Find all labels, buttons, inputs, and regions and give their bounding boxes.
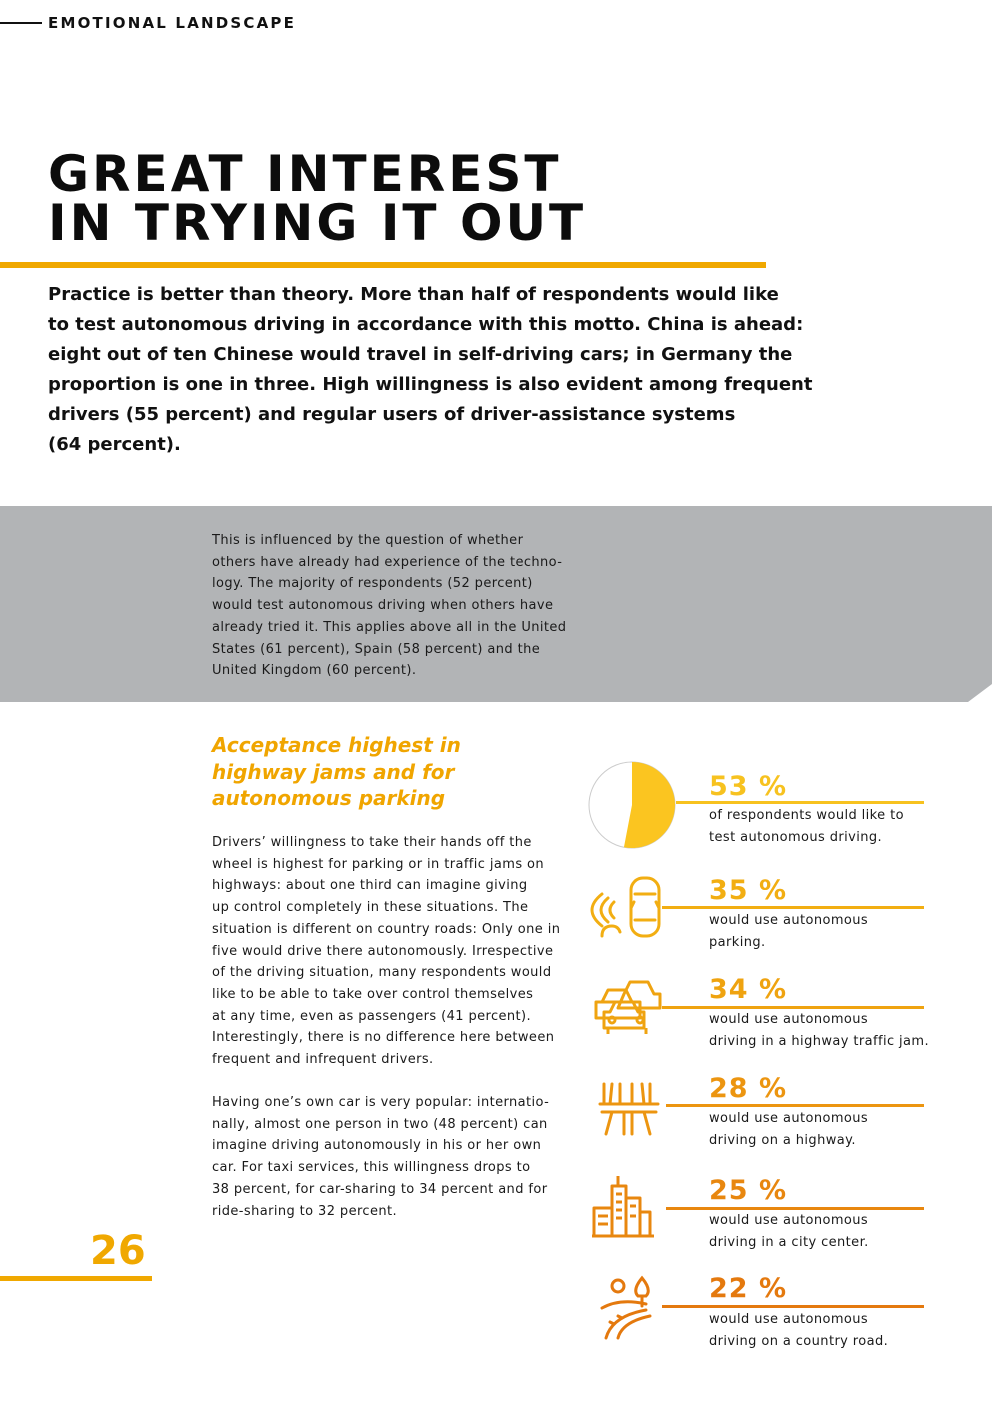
stat-description-line: of respondents would like to	[709, 808, 904, 823]
lead-line: Practice is better than theory. More than half of respondents would like	[48, 284, 779, 305]
callout-line: logy. The majority of respondents (52 percent)	[212, 576, 533, 592]
stat-item	[588, 872, 968, 962]
lead-paragraph	[48, 280, 813, 460]
lead-line: drivers (55 percent) and regular users of driver-assistance systems	[48, 404, 736, 425]
body-line: Having one’s own car is very popular: internatio-	[212, 1095, 550, 1110]
body-line: nally, almost one person in two (48 percent) can	[212, 1116, 548, 1132]
stat-rule	[662, 1305, 924, 1308]
body-line: 38 percent, for car-sharing to 34 percent and for	[212, 1181, 548, 1197]
page-number: 26	[90, 1228, 146, 1274]
body-line: five would drive there autonomously. Irrespective	[212, 943, 554, 959]
stat-item	[588, 1073, 968, 1170]
subheading-line: Acceptance highest in	[212, 733, 461, 757]
callout-line: already tried it. This applies above all in the United	[212, 619, 567, 635]
stat-rule	[666, 1104, 924, 1107]
section-label: EMOTIONAL LANDSCAPE	[48, 14, 297, 32]
stat-description-line: would use autonomous	[709, 913, 869, 928]
body-line: situation is different on country roads: Only one in	[212, 921, 561, 937]
country-road-icon	[588, 1272, 666, 1342]
stat-rule	[662, 906, 924, 909]
callout-line: would test autonomous driving when others have	[212, 598, 554, 614]
callout-line: United Kingdom (60 percent).	[212, 663, 417, 679]
stat-percent: 25 %	[709, 1175, 788, 1206]
lead-line: (64 percent).	[48, 434, 181, 455]
body-line: wheel is highest for parking or in traffic jams on	[212, 856, 545, 872]
lead-line: to test autonomous driving in accordance with this motto. China is ahead:	[48, 314, 804, 335]
stat-percent: 22 %	[709, 1273, 788, 1304]
body-line: like to be able to take over control themselves	[212, 986, 534, 1002]
body-line: Drivers’ willingness to take their hands off the	[212, 835, 532, 850]
callout-line: others have already had experience of the techno-	[212, 554, 563, 570]
body-line: at any time, even as passengers (41 percent).	[212, 1008, 532, 1024]
stat-description-line: would use autonomous	[709, 1111, 869, 1126]
subheading-line: autonomous parking	[212, 786, 446, 810]
body-line: up control completely in these situations. The	[212, 900, 529, 916]
stat-description-line: would use autonomous	[709, 1213, 869, 1228]
stat-percent: 53 %	[709, 771, 788, 802]
lead-line: eight out of ten Chinese would travel in self-driving cars; in Germany the	[48, 344, 793, 365]
stat-description-line: parking.	[709, 934, 766, 950]
stat-description-line: driving in a highway traffic jam.	[709, 1033, 930, 1049]
pie-chart-icon	[588, 760, 678, 852]
stat-percent: 34 %	[709, 974, 788, 1005]
stat-item	[588, 1172, 968, 1262]
body-line: ride-sharing to 32 percent.	[212, 1203, 398, 1219]
stat-item	[588, 1272, 968, 1362]
city-skyline-icon	[588, 1172, 666, 1242]
stat-description	[709, 1210, 869, 1253]
subheading-line: highway jams and for	[212, 759, 455, 784]
page-number-rule	[0, 1276, 152, 1281]
stat-description-line: test autonomous driving.	[709, 829, 883, 845]
lead-line: proportion is one in three. High willingness is also evident among frequent	[48, 374, 813, 395]
subheading	[212, 732, 461, 812]
section-rule	[0, 22, 42, 24]
stat-description	[709, 910, 868, 953]
body-paragraph-2	[212, 1092, 572, 1222]
stat-description-line: would use autonomous	[709, 1312, 869, 1327]
page-title	[48, 145, 587, 252]
stat-percent: 28 %	[709, 1073, 788, 1104]
title-line-1: GREAT INTEREST	[48, 145, 562, 203]
stat-item	[588, 760, 968, 850]
body-line: frequent and infrequent drivers.	[212, 1052, 434, 1068]
body-line: highways: about one third can imagine giving	[212, 878, 528, 894]
highway-icon	[588, 1080, 666, 1150]
stat-description	[709, 1009, 929, 1052]
callout-line: This is influenced by the question of whether	[212, 533, 524, 548]
stat-description-line: driving on a highway.	[709, 1132, 856, 1148]
stat-description-line: would use autonomous	[709, 1012, 869, 1027]
body-line: Interestingly, there is no difference here between	[212, 1030, 555, 1046]
callout-line: States (61 percent), Spain (58 percent) and the	[212, 641, 541, 657]
stat-description-line: driving on a country road.	[709, 1333, 889, 1349]
stat-description	[709, 805, 904, 848]
stat-item	[588, 972, 968, 1062]
callout-text	[212, 530, 582, 682]
body-paragraph-1	[212, 832, 572, 1071]
body-line: imagine driving autonomously in his or her own	[212, 1138, 542, 1154]
headline-rule	[0, 262, 766, 268]
parking-sensor-car-icon	[588, 872, 666, 942]
stat-description-line: driving in a city center.	[709, 1234, 869, 1250]
body-line: car. For taxi services, this willingness drops to	[212, 1160, 531, 1176]
traffic-jam-cars-icon	[588, 972, 666, 1042]
stat-description	[709, 1309, 888, 1352]
stat-description	[709, 1108, 868, 1151]
stat-percent: 35 %	[709, 875, 788, 906]
title-line-2: IN TRYING IT OUT	[48, 194, 587, 252]
body-line: of the driving situation, many respondents would	[212, 965, 552, 981]
